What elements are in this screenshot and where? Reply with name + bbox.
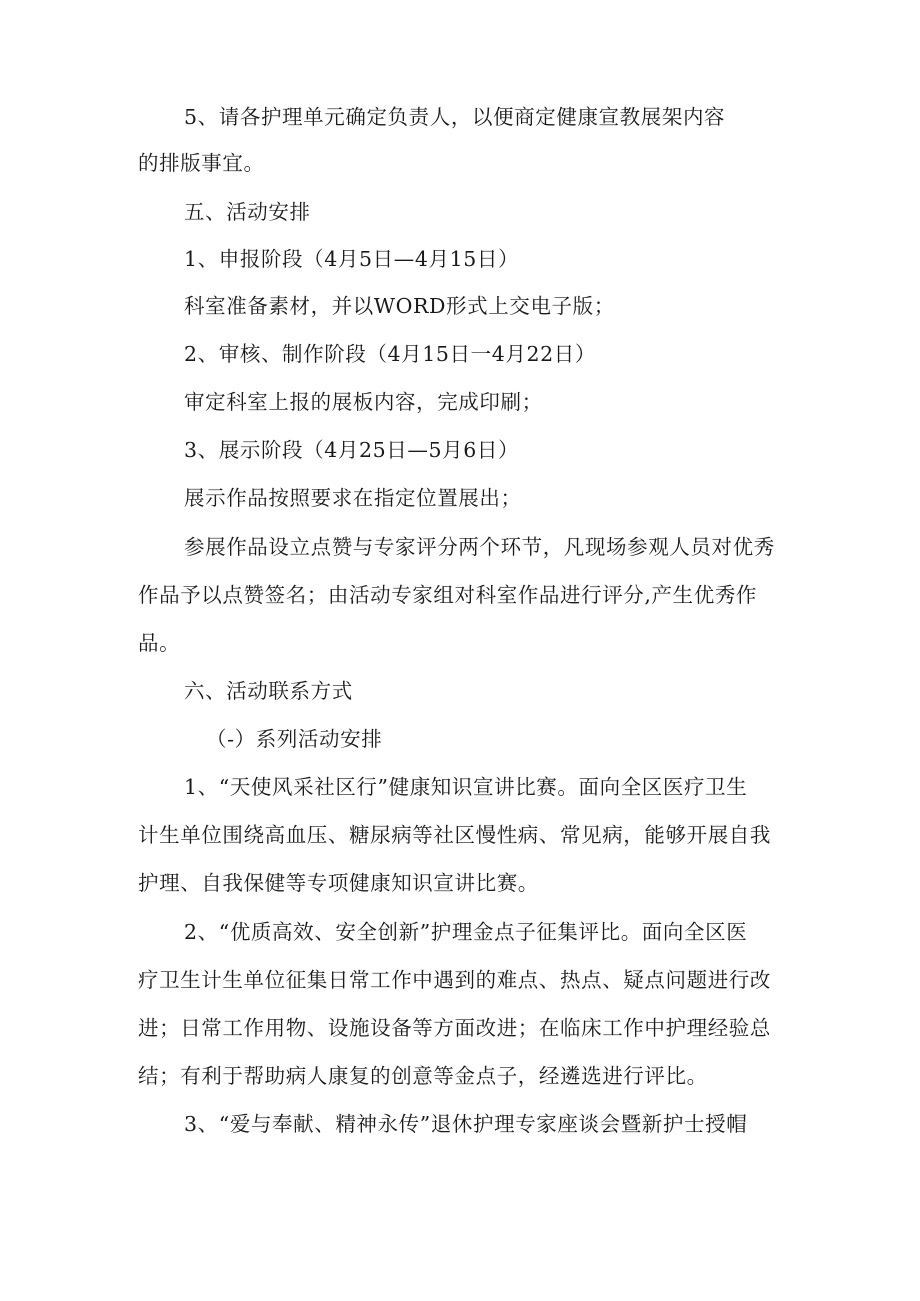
paragraph-line: 作品予以点赞签名；由活动专家组对科室作品进行评分,产生优秀作 [138, 583, 758, 607]
subsection-heading: （-）系列活动安排 [206, 727, 383, 751]
paragraph-line: 疗卫生计生单位征集日常工作中遇到的难点、热点、疑点问题进行改 [138, 968, 771, 992]
paragraph-line: 科室准备素材，并以WORD形式上交电子版； [184, 294, 615, 318]
paragraph-line: 结；有利于帮助病人康复的创意等金点子，经遴选进行评比。 [138, 1064, 708, 1088]
paragraph-line: 计生单位围绕高血压、糖尿病等社区慢性病、常见病，能够开展自我 [138, 823, 771, 847]
paragraph-line: 3、“爱与奉献、精神永传”退休护理专家座谈会暨新护士授帽 [184, 1112, 748, 1136]
paragraph-line: 5、请各护理单元确定负责人，以便商定健康宣教展架内容 [184, 105, 726, 129]
paragraph-line: 品。 [138, 631, 181, 655]
paragraph-line: 3、展示阶段（4月25日—5月6日） [184, 438, 520, 462]
paragraph-line: 1、申报阶段（4月5日—4月15日） [184, 247, 520, 271]
paragraph-line: 2、“优质高效、安全创新”护理金点子征集评比。面向全区医 [184, 920, 748, 944]
paragraph-line: 护理、自我保健等专项健康知识宣讲比赛。 [138, 871, 539, 895]
paragraph-line: 1、“天使风采社区行”健康知识宣讲比赛。面向全区医疗卫生 [184, 775, 748, 799]
paragraph-line: 进；日常工作用物、设施设备等方面改进；在临床工作中护理经验总 [138, 1016, 771, 1040]
paragraph-line: 的排版事宜。 [138, 151, 265, 175]
paragraph-line: 2、审核、制作阶段（4月15日一4月22日） [184, 342, 596, 366]
paragraph-line: 展示作品按照要求在指定位置展出； [184, 486, 522, 510]
paragraph-line: 参展作品设立点赞与专家评分两个环节，凡现场参观人员对优秀 [184, 535, 775, 559]
section-heading: 五、活动安排 [184, 200, 311, 224]
paragraph-line: 审定科室上报的展板内容，完成印刷； [184, 390, 543, 414]
section-heading: 六、活动联系方式 [184, 679, 353, 703]
